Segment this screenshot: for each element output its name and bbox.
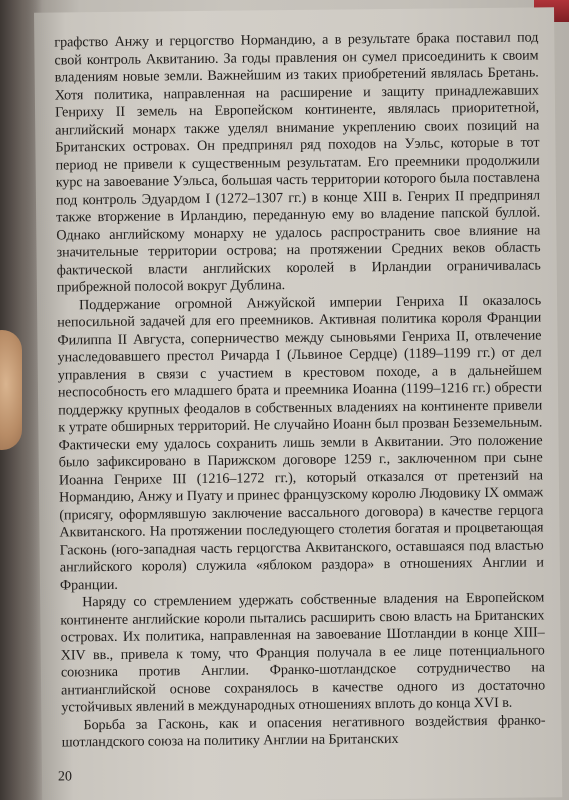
paragraph-1: графство Анжу и герцогство Нормандию, а в результате брака поставил под свой контроль Аквитанию. За годы правления он сумел присоединить к своим владениям новые земли. Важнейшим из таких приобретений являлась Бретань. Хотя политика, направленная на расширение и защиту принадлежавших Генриху II земель на Европейском континенте, являлась приоритетной, английский монарх также уделял внимание укреплению своих позиций на Британских островах. Он предпринял ряд походов на Уэльс, которые в тот период не привели к существенным результатам. Его преемники продолжили курс на завоевание Уэльса, большая часть территории которого была поставлена под контроль Эдуардом I (1272–1307 гг.) в конце XIII в. Генрих II предпринял также вторжение в Ирландию, переданную ему во владение папской буллой. Однако английскому монарху не удалось распространить свое влияние на значительные территории острова; на протяжении Средних веков область фактической власти английских королей в Ирландии ограничивалась прибрежной полосой вокруг Дублина. <box>54 29 541 296</box>
paragraph-4: Борьба за Гасконь, как и опасения негативного воздействия франко-шотландского союза на политику Англии на Британских <box>61 711 546 751</box>
page-number: 20 <box>57 769 73 785</box>
book-page <box>34 7 562 800</box>
page-body-text <box>54 29 545 752</box>
thumb <box>0 330 22 450</box>
paragraph-3: Наряду со стремлением удержать собственные владения на Европейском континенте английские короли пытались расширить свою власть на Британских островах. Их политика, направленная на завоевание Шотландии в конце XIII–XIV вв., привела к тому, что Франция получала в ее лице потенциального союзника против Англии. Франко-шотландское сотрудничество на антианглийской основе сохранялось в качестве одного из достаточно устойчивых явлений в международных отношениях вплоть до конца XVI в. <box>60 589 546 716</box>
paragraph-2: Поддержание огромной Анжуйской империи Генриха II оказалось непосильной задачей для его преемников. Активная политика короля Франции Филиппа II Августа, соперничество между сыновьями Генриха II, отвлечение унаследовавшего престол Ричарда I (Львиное Сердце) (1189–1199 гг.) от дел управления в связи с участием в крестовом походе, а в дальнейшем неспособность его младшего брата и преемника Иоанна (1199–1216 гг.) обрести поддержку крупных феодалов в собственных владениях на континенте привели к утрате обширных территорий. Не случайно Иоанн был прозван Безземельным. Фактически ему удалось сохранить лишь земли в Аквитании. Это положение было зафиксировано в Парижском договоре 1259 г., заключенном при сыне Иоанна Генрихе III (1216–1272 гг.), который отказался от претензий на Нормандию, Анжу и Пуату и принес французскому королю Людовику IX оммаж (присягу, оформлявшую заключение вассального договора) в качестве герцога Аквитанского. На протяжении последующего столетия богатая и процветающая Гасконь (юго-западная часть герцогства Аквитанского, оставшаяся под властью английского короля) служила «яблоком раздора» в отношениях Англии и Франции. <box>57 291 544 593</box>
